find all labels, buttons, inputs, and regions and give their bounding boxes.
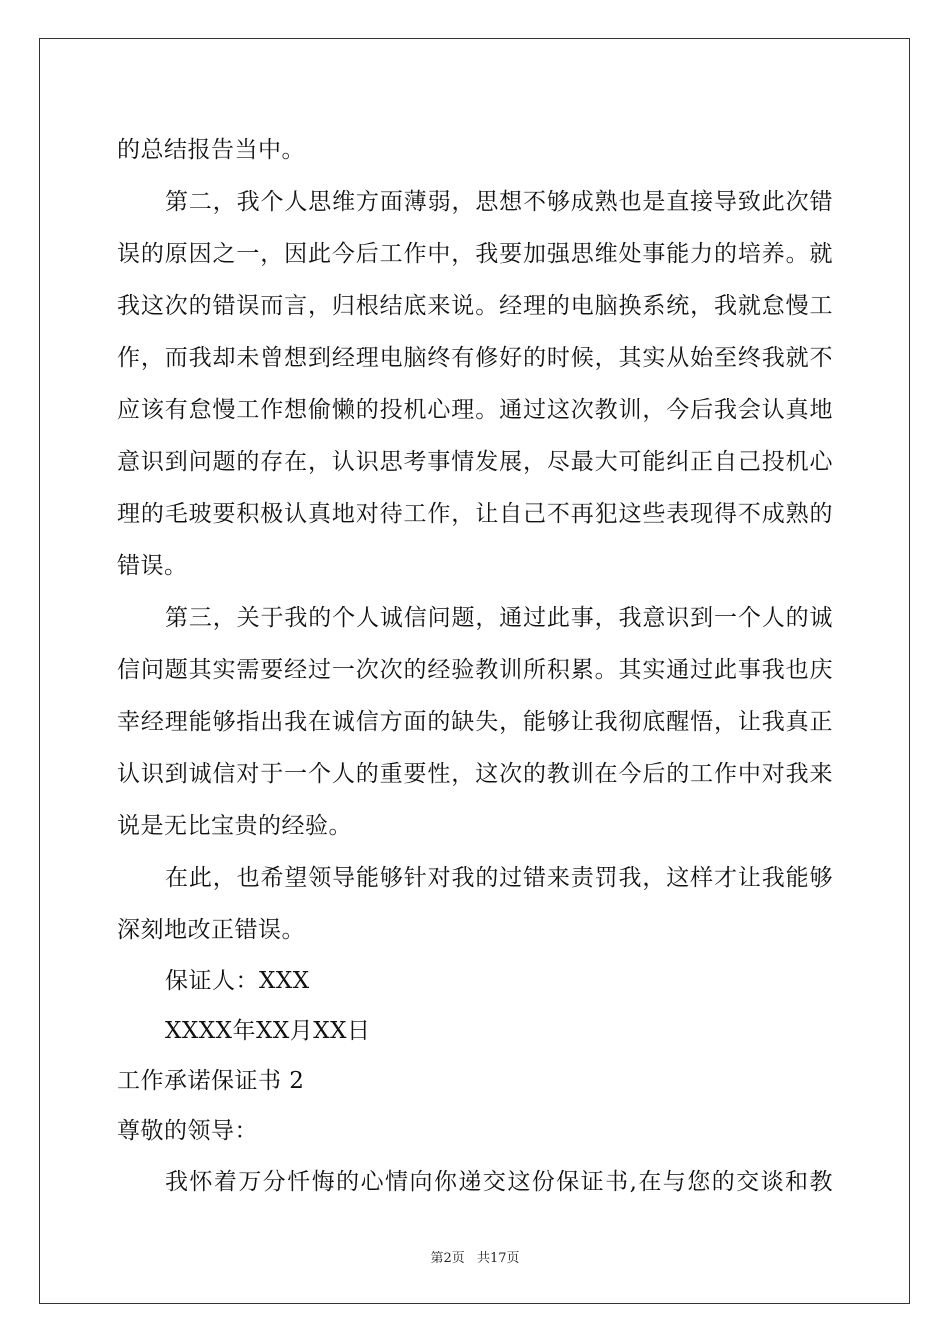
body-line: 意识到问题的存在，认识思考事情发展，尽最大可能纠正自己投机心 — [117, 449, 833, 475]
body-line: 的总结报告当中。 — [117, 137, 305, 163]
paragraph-third-start: 第三，关于我的个人诚信问题，通过此事，我意识到一个人的诚 — [165, 605, 833, 631]
page-footer — [0, 1247, 950, 1266]
salutation: 尊敬的领导： — [117, 1118, 258, 1144]
page-number: 第2页 — [430, 1251, 465, 1266]
body-line: 应该有怠慢工作想偷懒的投机心理。通过这次教训，今后我会认真地 — [117, 397, 833, 423]
body-line: 理的毛玻要积极认真地对待工作，让自己不再犯这些表现得不成熟的 — [117, 501, 833, 527]
guarantor-line: 保证人：XXX — [165, 968, 310, 994]
body-line: 我怀着万分忏悔的心情向你递交这份保证书,在与您的交谈和教 — [165, 1169, 833, 1195]
document-body — [117, 124, 833, 1208]
body-line: 误的原因之一，因此今后工作中，我要加强思维处事能力的培养。就 — [117, 241, 833, 267]
body-line: 幸经理能够指出我在诚信方面的缺失，能够让我彻底醒悟，让我真正 — [117, 709, 833, 735]
body-line: 信问题其实需要经过一次次的经验教训所积累。其实通过此事我也庆 — [117, 657, 833, 683]
paragraph-second-start: 第二，我个人思维方面薄弱，思想不够成熟也是直接导致此次错 — [165, 189, 833, 215]
body-line: 作，而我却未曾想到经理电脑终有修好的时候，其实从始至终我就不 — [117, 345, 833, 371]
body-line: 认识到诚信对于一个人的重要性，这次的教训在今后的工作中对我来 — [117, 761, 833, 787]
section-title: 工作承诺保证书 2 — [117, 1068, 305, 1094]
page-total: 共17页 — [476, 1251, 520, 1266]
body-line: 深刻地改正错误。 — [117, 917, 305, 943]
body-line: 错误。 — [117, 553, 188, 579]
body-line: 我这次的错误而言，归根结底来说。经理的电脑换系统，我就怠慢工 — [117, 293, 833, 319]
body-line: 说是无比宝贵的经验。 — [117, 813, 352, 839]
paragraph-closing-start: 在此，也希望领导能够针对我的过错来责罚我，这样才让我能够 — [165, 865, 833, 891]
date-line: XXXX年XX月XX日 — [165, 1018, 371, 1044]
